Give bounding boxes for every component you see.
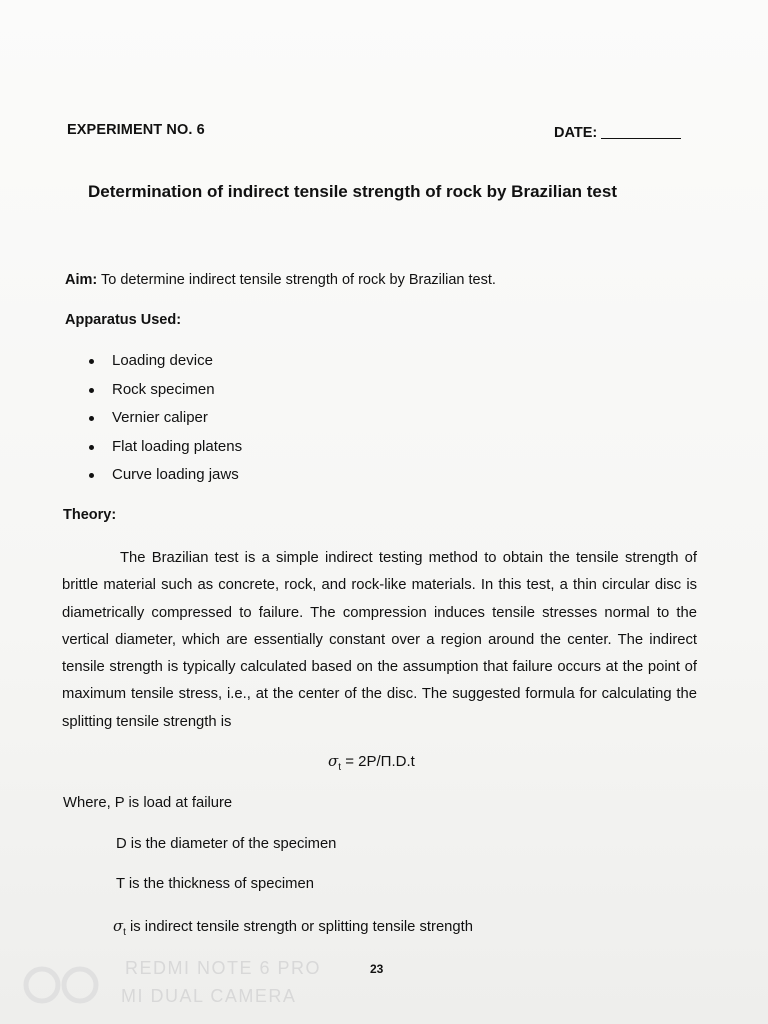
sigma-definition-text: is indirect tensile strength or splitting tensile strength [125, 919, 473, 935]
date-label: DATE: [554, 125, 598, 141]
document-title: Determination of indirect tensile strength of rock by Brazilian test [88, 182, 617, 201]
list-item: Loading device [88, 352, 242, 381]
aim-line [65, 272, 496, 288]
camera-watermark [10, 955, 350, 1015]
list-item: Curve loading jaws [88, 466, 242, 495]
aim-text: To determine indirect tensile strength of rock by Brazilian test. [97, 272, 496, 288]
watermark-line2: MI DUAL CAMERA [121, 986, 297, 1006]
formula-rhs: = 2P/Π.D.t [341, 753, 415, 770]
aim-label: Aim: [65, 272, 98, 288]
sigma-definition [113, 918, 473, 938]
sigma-symbol: σ [113, 918, 124, 935]
list-item: Vernier caliper [88, 409, 242, 438]
watermark-line1: REDMI NOTE 6 PRO [125, 958, 322, 978]
theory-heading: Theory: [63, 507, 117, 523]
date-field [554, 125, 681, 141]
diameter-definition: D is the diameter of the specimen [116, 836, 337, 852]
apparatus-heading: Apparatus Used: [65, 312, 182, 328]
sigma-symbol: σ [328, 752, 339, 770]
formula [328, 752, 415, 773]
apparatus-list [88, 352, 242, 495]
list-item: Flat loading platens [88, 438, 242, 467]
sigma-subscript: t [123, 926, 126, 938]
list-item: Rock specimen [88, 381, 242, 410]
camera-logo-icon [20, 963, 120, 1007]
theory-paragraph: The Brazilian test is a simple indirect testing method to obtain the tensile strength of brittle material such as concrete, rock, and rock-like materials. In this test, a thin circular disc is diametrically compressed to failure. The compression induces tensile stresses normal to the vertical diameter, which are essentially constant over a region around the center. The indirect tensile strength is typically calculated based on the assumption that failure occurs at the point of maximum tensile stress, i.e., at the center of the disc. The suggested formula for calculating the splitting tensile strength is [62, 550, 697, 730]
page-number: 23 [370, 962, 384, 976]
sigma-subscript: t [338, 762, 342, 773]
experiment-number: EXPERIMENT NO. 6 [67, 122, 205, 138]
thickness-definition: T is the thickness of specimen [116, 876, 314, 892]
date-blank-line [601, 138, 681, 139]
where-intro: Where, P is load at failure [63, 795, 233, 811]
